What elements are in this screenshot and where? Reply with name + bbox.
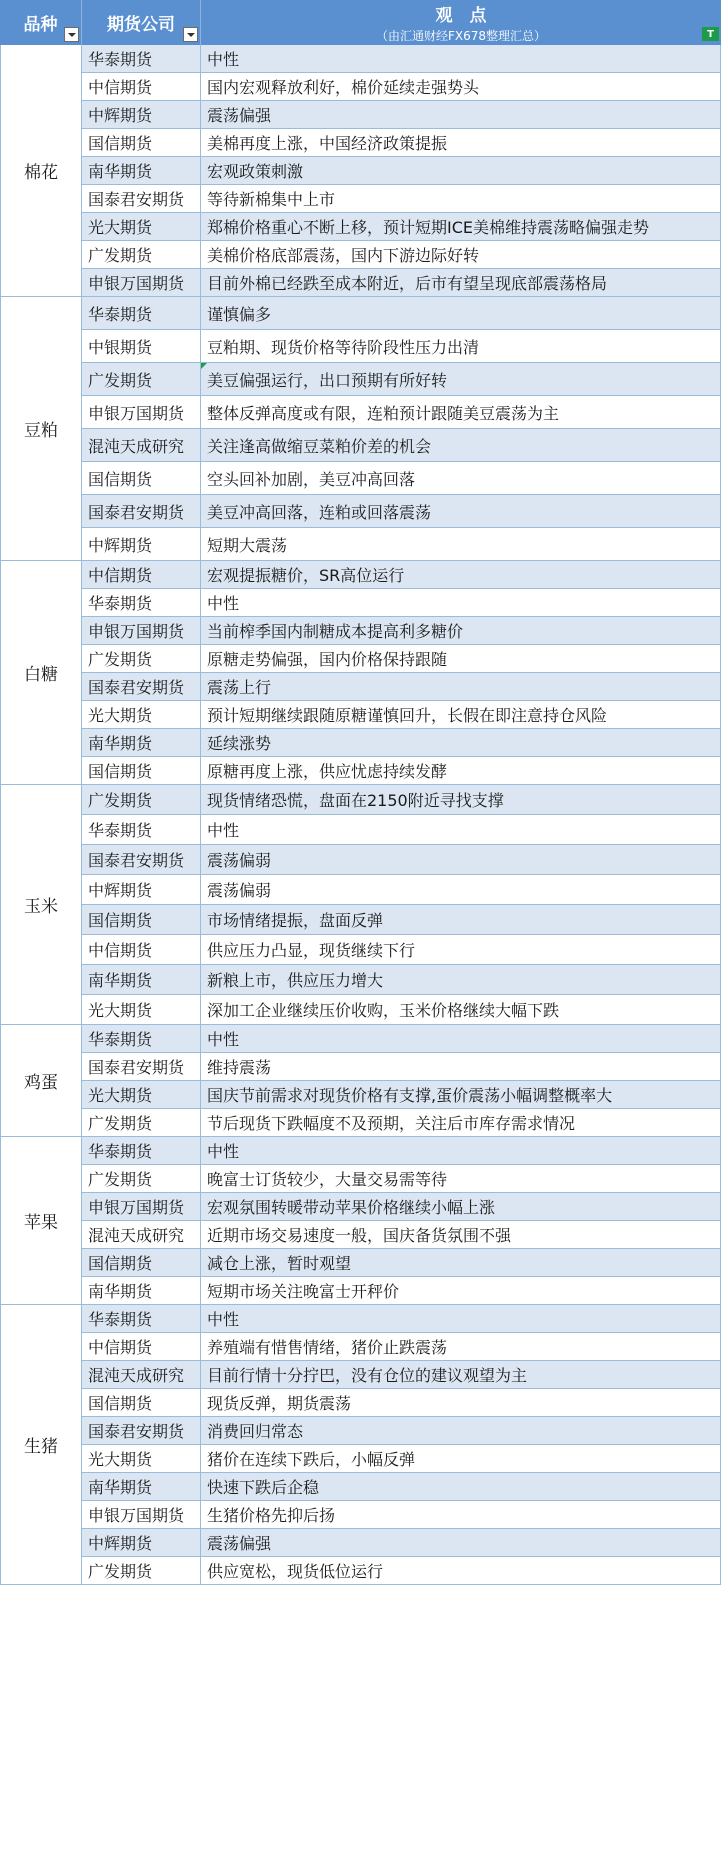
view-cell[interactable]: 中性 bbox=[201, 1025, 721, 1053]
table-row bbox=[0, 1193, 721, 1221]
category-filter-dropdown-icon[interactable] bbox=[64, 27, 79, 42]
view-cell[interactable]: 市场情绪提振，盘面反弹 bbox=[201, 905, 721, 935]
view-cell[interactable]: 延续涨势 bbox=[201, 729, 721, 757]
company-cell[interactable]: 申银万国期货 bbox=[82, 269, 201, 297]
table-row bbox=[0, 495, 721, 528]
view-cell[interactable]: 国内宏观释放利好，棉价延续走强势头 bbox=[201, 73, 721, 101]
company-cell[interactable]: 国泰君安期货 bbox=[82, 1417, 201, 1445]
view-cell[interactable]: 深加工企业继续压价收购，玉米价格继续大幅下跌 bbox=[201, 995, 721, 1025]
filter-badge-icon[interactable]: T bbox=[702, 27, 719, 41]
company-cell[interactable]: 华泰期货 bbox=[82, 45, 201, 73]
category-cell[interactable]: 玉米 bbox=[0, 785, 82, 1025]
view-cell[interactable]: 震荡偏弱 bbox=[201, 875, 721, 905]
table-row bbox=[0, 729, 721, 757]
company-cell[interactable]: 广发期货 bbox=[82, 363, 201, 396]
table-row bbox=[0, 185, 721, 213]
header-company-label: 期货公司 bbox=[107, 15, 175, 35]
table-row bbox=[0, 396, 721, 429]
table-row bbox=[0, 157, 721, 185]
company-cell[interactable]: 广发期货 bbox=[82, 645, 201, 673]
table-row bbox=[0, 241, 721, 269]
company-cell[interactable]: 混沌天成研究 bbox=[82, 1221, 201, 1249]
table-row bbox=[0, 1445, 721, 1473]
table-row bbox=[0, 845, 721, 875]
company-cell[interactable]: 申银万国期货 bbox=[82, 1193, 201, 1221]
table-row bbox=[0, 1137, 721, 1165]
category-cell[interactable]: 苹果 bbox=[0, 1137, 82, 1305]
company-cell[interactable]: 广发期货 bbox=[82, 1109, 201, 1137]
company-cell[interactable]: 中信期货 bbox=[82, 935, 201, 965]
company-cell[interactable]: 南华期货 bbox=[82, 1277, 201, 1305]
view-cell[interactable]: 节后现货下跌幅度不及预期，关注后市库存需求情况 bbox=[201, 1109, 721, 1137]
view-cell[interactable]: 郑棉价格重心不断上移，预计短期ICE美棉维持震荡略偏强走势 bbox=[201, 213, 721, 241]
view-cell[interactable]: 减仓上涨，暂时观望 bbox=[201, 1249, 721, 1277]
table-row bbox=[0, 269, 721, 297]
view-cell[interactable]: 空头回补加剧，美豆冲高回落 bbox=[201, 462, 721, 495]
view-cell[interactable]: 豆粕期、现货价格等待阶段性压力出清 bbox=[201, 330, 721, 363]
view-cell[interactable]: 宏观氛围转暖带动苹果价格继续小幅上涨 bbox=[201, 1193, 721, 1221]
company-cell[interactable]: 广发期货 bbox=[82, 241, 201, 269]
table-row bbox=[0, 1305, 721, 1333]
view-cell[interactable]: 目前外棉已经跌至成本附近，后市有望呈现底部震荡格局 bbox=[201, 269, 721, 297]
view-cell[interactable]: 新粮上市，供应压力增大 bbox=[201, 965, 721, 995]
company-cell[interactable]: 混沌天成研究 bbox=[82, 429, 201, 462]
company-cell[interactable]: 光大期货 bbox=[82, 701, 201, 729]
company-cell[interactable]: 中信期货 bbox=[82, 1333, 201, 1361]
company-cell[interactable]: 中辉期货 bbox=[82, 528, 201, 561]
view-cell[interactable]: 震荡偏强 bbox=[201, 1529, 721, 1557]
table-row bbox=[0, 462, 721, 495]
company-cell[interactable]: 南华期货 bbox=[82, 1473, 201, 1501]
table-row bbox=[0, 1417, 721, 1445]
table-row bbox=[0, 1165, 721, 1193]
view-cell[interactable]: 目前行情十分拧巴，没有仓位的建议观望为主 bbox=[201, 1361, 721, 1389]
company-cell[interactable]: 广发期货 bbox=[82, 785, 201, 815]
header-category-label: 品种 bbox=[23, 15, 58, 35]
company-cell[interactable]: 国信期货 bbox=[82, 1389, 201, 1417]
view-cell[interactable]: 宏观提振糖价，SR高位运行 bbox=[201, 561, 721, 589]
view-cell[interactable]: 养殖端有惜售情绪，猪价止跌震荡 bbox=[201, 1333, 721, 1361]
view-cell[interactable]: 震荡偏弱 bbox=[201, 845, 721, 875]
table-row bbox=[0, 1361, 721, 1389]
table-row bbox=[0, 701, 721, 729]
company-cell[interactable]: 国泰君安期货 bbox=[82, 845, 201, 875]
company-cell[interactable]: 中辉期货 bbox=[82, 101, 201, 129]
view-cell[interactable]: 短期大震荡 bbox=[201, 528, 721, 561]
table-row bbox=[0, 1389, 721, 1417]
table-row bbox=[0, 905, 721, 935]
company-cell[interactable]: 国信期货 bbox=[82, 757, 201, 785]
company-cell[interactable]: 中银期货 bbox=[82, 330, 201, 363]
company-cell[interactable]: 国泰君安期货 bbox=[82, 495, 201, 528]
view-cell[interactable]: 美豆偏强运行，出口预期有所好转 bbox=[201, 363, 721, 396]
view-cell[interactable]: 原糖再度上涨，供应忧虑持续发酵 bbox=[201, 757, 721, 785]
table-row bbox=[0, 561, 721, 589]
view-cell[interactable]: 美棉再度上涨，中国经济政策提振 bbox=[201, 129, 721, 157]
company-cell[interactable]: 华泰期货 bbox=[82, 297, 201, 330]
view-cell[interactable]: 晚富士订货较少，大量交易需等待 bbox=[201, 1165, 721, 1193]
table-header bbox=[0, 0, 721, 45]
table-row bbox=[0, 1109, 721, 1137]
view-cell[interactable]: 供应宽松，现货低位运行 bbox=[201, 1557, 721, 1585]
category-cell[interactable]: 棉花 bbox=[0, 45, 82, 297]
company-cell[interactable]: 华泰期货 bbox=[82, 589, 201, 617]
table-row bbox=[0, 363, 721, 396]
table-row bbox=[0, 528, 721, 561]
table-row bbox=[0, 1221, 721, 1249]
view-cell[interactable]: 现货情绪恐慌，盘面在2150附近寻找支撑 bbox=[201, 785, 721, 815]
view-cell[interactable]: 中性 bbox=[201, 1137, 721, 1165]
view-cell[interactable]: 宏观政策刺激 bbox=[201, 157, 721, 185]
category-cell[interactable]: 白糖 bbox=[0, 561, 82, 785]
view-cell[interactable]: 中性 bbox=[201, 815, 721, 845]
table-row bbox=[0, 965, 721, 995]
table-row bbox=[0, 1249, 721, 1277]
table-row bbox=[0, 73, 721, 101]
table-row bbox=[0, 875, 721, 905]
table-row bbox=[0, 589, 721, 617]
header-view-label: 观 点 bbox=[435, 6, 487, 26]
table-row bbox=[0, 785, 721, 815]
company-cell[interactable]: 华泰期货 bbox=[82, 815, 201, 845]
company-cell[interactable]: 南华期货 bbox=[82, 729, 201, 757]
company-cell[interactable]: 广发期货 bbox=[82, 1557, 201, 1585]
company-filter-dropdown-icon[interactable] bbox=[183, 27, 198, 42]
header-view bbox=[201, 0, 721, 45]
view-cell[interactable]: 快速下跌后企稳 bbox=[201, 1473, 721, 1501]
table-row bbox=[0, 129, 721, 157]
company-cell[interactable]: 中辉期货 bbox=[82, 875, 201, 905]
company-cell[interactable]: 国信期货 bbox=[82, 462, 201, 495]
table-row bbox=[0, 757, 721, 785]
company-cell[interactable]: 华泰期货 bbox=[82, 1305, 201, 1333]
company-cell[interactable]: 光大期货 bbox=[82, 1081, 201, 1109]
view-cell[interactable]: 猪价在连续下跌后，小幅反弹 bbox=[201, 1445, 721, 1473]
view-cell[interactable]: 谨慎偏多 bbox=[201, 297, 721, 330]
view-cell[interactable]: 短期市场关注晚富士开秤价 bbox=[201, 1277, 721, 1305]
header-view-source: （由汇通财经FX678整理汇总） bbox=[375, 29, 547, 43]
view-cell[interactable]: 整体反弹高度或有限，连粕预计跟随美豆震荡为主 bbox=[201, 396, 721, 429]
view-cell[interactable]: 近期市场交易速度一般，国庆备货氛围不强 bbox=[201, 1221, 721, 1249]
view-cell[interactable]: 原糖走势偏强，国内价格保持跟随 bbox=[201, 645, 721, 673]
table-row bbox=[0, 1081, 721, 1109]
company-cell[interactable]: 华泰期货 bbox=[82, 1025, 201, 1053]
view-cell[interactable]: 现货反弹，期货震荡 bbox=[201, 1389, 721, 1417]
table-row bbox=[0, 645, 721, 673]
company-cell[interactable]: 国信期货 bbox=[82, 129, 201, 157]
view-cell[interactable]: 当前榨季国内制糖成本提高利多糖价 bbox=[201, 617, 721, 645]
company-cell[interactable]: 光大期货 bbox=[82, 995, 201, 1025]
company-cell[interactable]: 申银万国期货 bbox=[82, 396, 201, 429]
company-cell[interactable]: 申银万国期货 bbox=[82, 617, 201, 645]
category-cell[interactable]: 生猪 bbox=[0, 1305, 82, 1585]
company-cell[interactable]: 中信期货 bbox=[82, 73, 201, 101]
view-cell[interactable]: 维持震荡 bbox=[201, 1053, 721, 1081]
view-cell[interactable]: 震荡偏强 bbox=[201, 101, 721, 129]
company-cell[interactable]: 申银万国期货 bbox=[82, 1501, 201, 1529]
table-row bbox=[0, 1557, 721, 1585]
company-cell[interactable]: 国泰君安期货 bbox=[82, 1053, 201, 1081]
table-row bbox=[0, 101, 721, 129]
company-cell[interactable]: 南华期货 bbox=[82, 157, 201, 185]
view-cell[interactable]: 国庆节前需求对现货价格有支撑,蛋价震荡小幅调整概率大 bbox=[201, 1081, 721, 1109]
table-row bbox=[0, 935, 721, 965]
table-row bbox=[0, 815, 721, 845]
company-cell[interactable]: 中信期货 bbox=[82, 561, 201, 589]
company-cell[interactable]: 国泰君安期货 bbox=[82, 673, 201, 701]
category-cell[interactable]: 鸡蛋 bbox=[0, 1025, 82, 1137]
table-row bbox=[0, 1529, 721, 1557]
company-cell[interactable]: 混沌天成研究 bbox=[82, 1361, 201, 1389]
table-row bbox=[0, 1053, 721, 1081]
table-row bbox=[0, 1333, 721, 1361]
company-cell[interactable]: 光大期货 bbox=[82, 1445, 201, 1473]
view-cell[interactable]: 供应压力凸显，现货继续下行 bbox=[201, 935, 721, 965]
view-cell[interactable]: 消费回归常态 bbox=[201, 1417, 721, 1445]
table-row bbox=[0, 213, 721, 241]
company-cell[interactable]: 中辉期货 bbox=[82, 1529, 201, 1557]
view-cell[interactable]: 等待新棉集中上市 bbox=[201, 185, 721, 213]
view-cell[interactable]: 生猪价格先抑后扬 bbox=[201, 1501, 721, 1529]
table-row bbox=[0, 1473, 721, 1501]
table-row bbox=[0, 45, 721, 73]
table-row bbox=[0, 1501, 721, 1529]
view-cell[interactable]: 中性 bbox=[201, 45, 721, 73]
view-cell[interactable]: 中性 bbox=[201, 589, 721, 617]
view-cell[interactable]: 震荡上行 bbox=[201, 673, 721, 701]
table-row bbox=[0, 673, 721, 701]
company-cell[interactable]: 南华期货 bbox=[82, 965, 201, 995]
company-cell[interactable]: 国信期货 bbox=[82, 1249, 201, 1277]
company-cell[interactable]: 光大期货 bbox=[82, 213, 201, 241]
view-cell[interactable]: 美棉价格底部震荡，国内下游边际好转 bbox=[201, 241, 721, 269]
table-row bbox=[0, 617, 721, 645]
company-cell[interactable]: 广发期货 bbox=[82, 1165, 201, 1193]
table-row bbox=[0, 297, 721, 330]
view-cell[interactable]: 关注逢高做缩豆菜粕价差的机会 bbox=[201, 429, 721, 462]
view-cell[interactable]: 美豆冲高回落，连粕或回落震荡 bbox=[201, 495, 721, 528]
view-cell[interactable]: 预计短期继续跟随原糖谨慎回升，长假在即注意持仓风险 bbox=[201, 701, 721, 729]
table-row bbox=[0, 1277, 721, 1305]
comment-marker-icon bbox=[201, 363, 207, 369]
category-cell[interactable]: 豆粕 bbox=[0, 297, 82, 561]
company-cell[interactable]: 华泰期货 bbox=[82, 1137, 201, 1165]
view-cell[interactable]: 中性 bbox=[201, 1305, 721, 1333]
table-row bbox=[0, 1025, 721, 1053]
company-cell[interactable]: 国信期货 bbox=[82, 905, 201, 935]
table-row bbox=[0, 330, 721, 363]
table-row bbox=[0, 995, 721, 1025]
table-row bbox=[0, 429, 721, 462]
company-cell[interactable]: 国泰君安期货 bbox=[82, 185, 201, 213]
